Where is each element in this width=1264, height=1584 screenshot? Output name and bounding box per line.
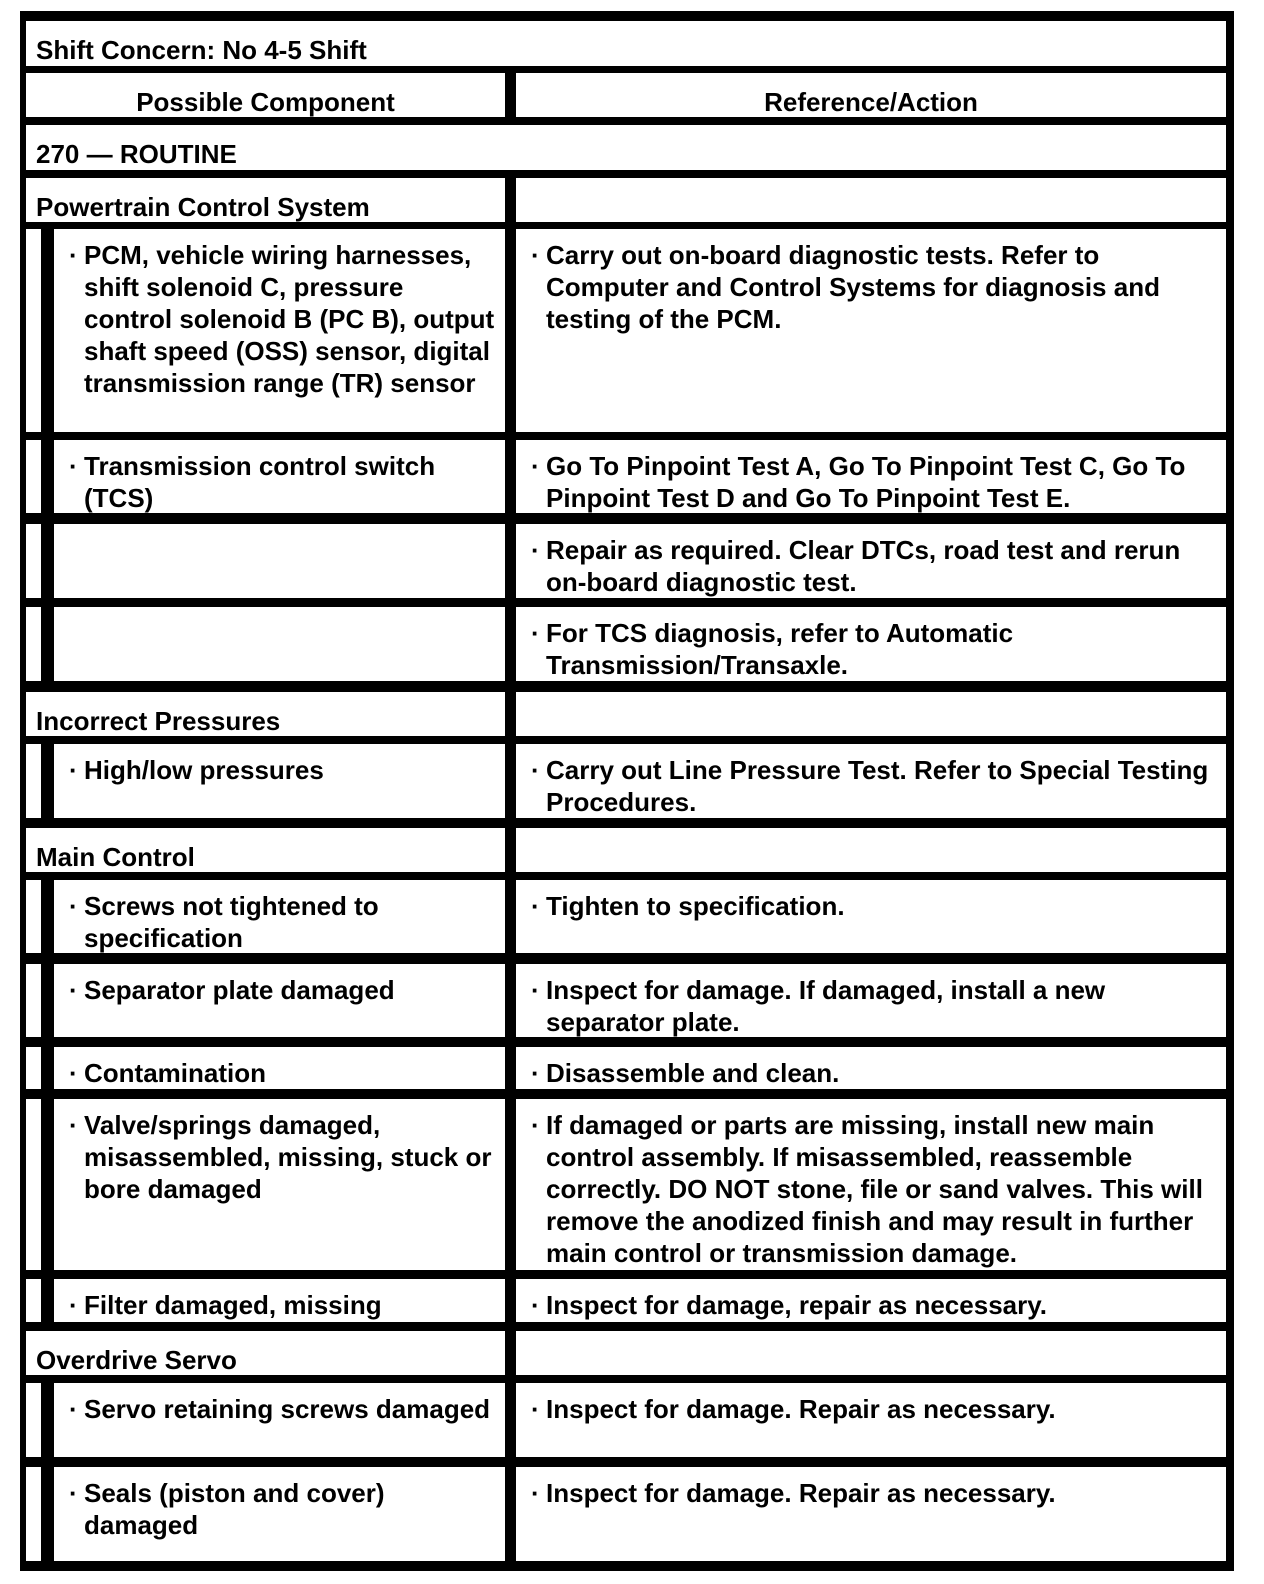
indent-cell bbox=[26, 1383, 41, 1457]
group-heading-powertrain: Powertrain Control System bbox=[26, 178, 505, 222]
group-blank-cell bbox=[516, 178, 1226, 222]
group-blank-cell bbox=[516, 1331, 1226, 1375]
component-text: Filter damaged, missing bbox=[84, 1290, 382, 1320]
action-cell bbox=[516, 964, 1226, 1037]
indent-cell bbox=[26, 1047, 41, 1089]
action-text: Tighten to specification. bbox=[546, 891, 845, 921]
bullet: · bbox=[69, 1394, 78, 1424]
action-cell bbox=[516, 440, 1226, 513]
component-cell bbox=[54, 744, 505, 818]
bullet: · bbox=[531, 451, 540, 481]
bullet: · bbox=[69, 1058, 78, 1088]
action-cell bbox=[516, 607, 1226, 681]
group-heading-pressures: Incorrect Pressures bbox=[26, 692, 505, 736]
component-text: Servo retaining screws damaged bbox=[84, 1394, 491, 1424]
component-cell bbox=[54, 440, 505, 513]
indent-cell bbox=[26, 229, 41, 432]
indent-cell bbox=[26, 1099, 41, 1270]
diagnostic-table bbox=[20, 11, 1234, 1571]
component-cell bbox=[54, 964, 505, 1037]
component-cell bbox=[54, 1467, 505, 1561]
action-text: For TCS diagnosis, refer to Automatic Transmission/Transaxle. bbox=[546, 618, 1014, 680]
table-title: Shift Concern: No 4-5 Shift bbox=[26, 21, 1226, 66]
action-text: Inspect for damage. If damaged, install a new separator plate. bbox=[546, 975, 1106, 1037]
component-cell bbox=[54, 524, 505, 598]
bullet: · bbox=[69, 755, 78, 785]
column-header-action: Reference/Action bbox=[516, 73, 1226, 117]
action-text: Carry out on-board diagnostic tests. Refer to Computer and Control Systems for diagnosis and testing of the PCM. bbox=[546, 240, 1160, 334]
action-cell bbox=[516, 1279, 1226, 1322]
component-cell bbox=[54, 229, 505, 432]
bullet: · bbox=[531, 1110, 540, 1140]
bullet: · bbox=[531, 618, 540, 648]
indent-cell bbox=[26, 607, 41, 681]
component-text: Separator plate damaged bbox=[84, 975, 395, 1005]
component-text: Transmission control switch (TCS) bbox=[84, 451, 436, 513]
bullet: · bbox=[69, 451, 78, 481]
bullet: · bbox=[69, 891, 78, 921]
bullet: · bbox=[531, 1058, 540, 1088]
bullet: · bbox=[531, 1290, 540, 1320]
indent-cell bbox=[26, 1279, 41, 1322]
action-cell bbox=[516, 229, 1226, 432]
component-text: High/low pressures bbox=[84, 755, 324, 785]
indent-cell bbox=[26, 1467, 41, 1561]
column-header-component: Possible Component bbox=[26, 73, 505, 117]
component-text: Seals (piston and cover) damaged bbox=[84, 1478, 385, 1540]
component-text: Screws not tightened to specification bbox=[84, 891, 379, 953]
component-text: Contamination bbox=[84, 1058, 266, 1088]
action-cell bbox=[516, 524, 1226, 598]
action-text: Go To Pinpoint Test A, Go To Pinpoint Test C, Go To Pinpoint Test D and Go To Pinpoint Test E. bbox=[546, 451, 1186, 513]
action-text: Repair as required. Clear DTCs, road test and rerun on-board diagnostic test. bbox=[546, 535, 1181, 597]
action-cell bbox=[516, 1383, 1226, 1457]
routine-heading: 270 — ROUTINE bbox=[26, 125, 1226, 170]
indent-cell bbox=[26, 744, 41, 818]
action-cell bbox=[516, 1467, 1226, 1561]
bullet: · bbox=[531, 891, 540, 921]
action-text: Carry out Line Pressure Test. Refer to Special Testing Procedures. bbox=[546, 755, 1209, 817]
action-text: If damaged or parts are missing, install new main control assembly. If misassembled, reassemble correctly. DO NOT stone, file or sand valves. This will remove the anodized finish and may result in further main control or transmission damage. bbox=[546, 1110, 1203, 1268]
action-cell bbox=[516, 744, 1226, 818]
action-text: Inspect for damage, repair as necessary. bbox=[546, 1290, 1047, 1320]
group-heading-main-control: Main Control bbox=[26, 828, 505, 872]
action-text: Inspect for damage. Repair as necessary. bbox=[546, 1394, 1056, 1424]
bullet: · bbox=[69, 1110, 78, 1140]
component-cell bbox=[54, 1099, 505, 1270]
action-text: Inspect for damage. Repair as necessary. bbox=[546, 1478, 1056, 1508]
bullet: · bbox=[69, 240, 78, 270]
action-text: Disassemble and clean. bbox=[546, 1058, 840, 1088]
bullet: · bbox=[531, 535, 540, 565]
component-cell bbox=[54, 1047, 505, 1089]
indent-cell bbox=[26, 880, 41, 953]
action-cell bbox=[516, 1047, 1226, 1089]
indent-cell bbox=[26, 524, 41, 598]
action-cell bbox=[516, 880, 1226, 953]
group-blank-cell bbox=[516, 692, 1226, 736]
bullet: · bbox=[531, 975, 540, 1005]
bullet: · bbox=[531, 240, 540, 270]
bullet: · bbox=[69, 1478, 78, 1508]
component-cell bbox=[54, 607, 505, 681]
group-heading-overdrive-servo: Overdrive Servo bbox=[26, 1331, 505, 1375]
bullet: · bbox=[69, 975, 78, 1005]
group-blank-cell bbox=[516, 828, 1226, 872]
indent-cell bbox=[26, 440, 41, 513]
bullet: · bbox=[531, 755, 540, 785]
indent-cell bbox=[26, 964, 41, 1037]
component-cell bbox=[54, 880, 505, 953]
bullet: · bbox=[531, 1394, 540, 1424]
component-text: PCM, vehicle wiring harnesses, shift solenoid C, pressure control solenoid B (PC B), output shaft speed (OSS) sensor, digital transmission range (TR) sensor bbox=[84, 240, 495, 398]
component-cell bbox=[54, 1279, 505, 1322]
component-text: Valve/springs damaged, misassembled, missing, stuck or bore damaged bbox=[84, 1110, 492, 1204]
bullet: · bbox=[531, 1478, 540, 1508]
component-cell bbox=[54, 1383, 505, 1457]
action-cell bbox=[516, 1099, 1226, 1270]
bullet: · bbox=[69, 1290, 78, 1320]
